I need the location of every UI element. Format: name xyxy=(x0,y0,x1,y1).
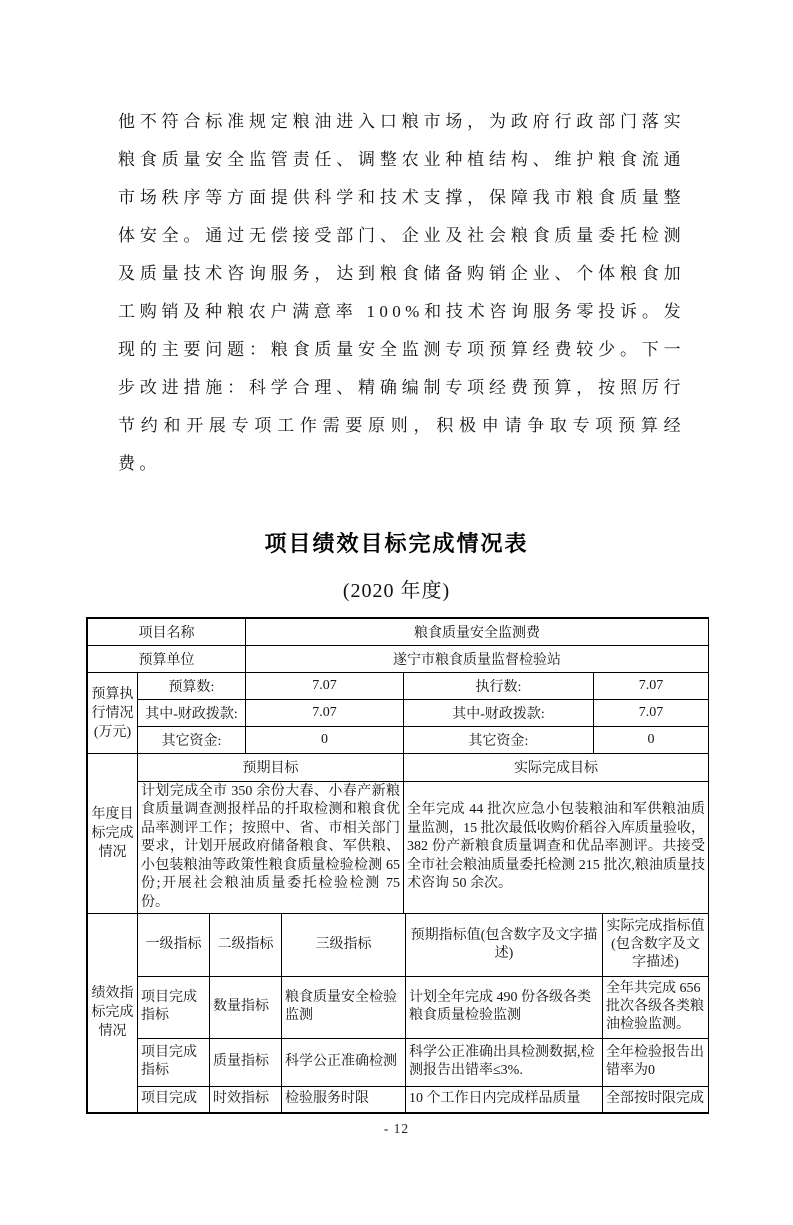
annual-target-table xyxy=(87,754,709,914)
fiscal-allocation-value: 7.07 xyxy=(246,700,404,727)
table-row xyxy=(88,1086,709,1112)
budget-amount-value: 7.07 xyxy=(246,673,404,700)
level2-indicator-header: 二级指标 xyxy=(210,914,282,976)
expected-target-text: 计划完成全市 350 余份大春、小春产新粮食质量调查测报样品的扦取检测和粮食优品率测评工作；按照中、省、市相关部门要求，计划开展政府储备粮食、军供粮、小包装粮油等政策性粮食质量检验检测 65 份;开展社会粮油质量委托检验检测 75 份。 xyxy=(138,781,404,914)
other-funds-value: 0 xyxy=(246,727,404,754)
executed-amount-value: 7.07 xyxy=(594,673,709,700)
budget-amount-label: 预算数: xyxy=(138,673,246,700)
fiscal-allocation-exec-label: 其中-财政拨款: xyxy=(404,700,594,727)
perf-cell-actual: 全部按时限完成 xyxy=(603,1086,709,1112)
perf-cell-level2: 数量指标 xyxy=(210,976,282,1038)
table-row xyxy=(88,976,709,1038)
body-paragraph: 他不符合标准规定粮油进入口粮市场，为政府行政部门落实粮食质量安全监管责任、调整农业种植结构、维护粮食流通市场秩序等方面提供科学和技术支撑，保障我市粮食质量整体安全。通过无偿接受部门、企业及社会粮食质量委托检测及质量技术咨询服务，达到粮食储备购销企业、个体粮食加工购销及种粮农户满意率 100%和技术咨询服务零投诉。发现的主要问题：粮食质量安全监测专项预算经费较少。下一步改进措施：科学合理、精确编制专项经费预算，按照厉行节约和开展专项工作需要原则，积极申请争取专项预算经费。 xyxy=(118,112,685,473)
perf-cell-level2: 质量指标 xyxy=(210,1038,282,1086)
performance-indicator-table xyxy=(87,914,709,1113)
level3-indicator-header: 三级指标 xyxy=(282,914,406,976)
performance-table xyxy=(86,617,709,1114)
project-name-value: 粮食质量安全监测费 xyxy=(246,619,709,646)
perf-cell-level1: 项目完成 xyxy=(138,1086,210,1112)
expected-indicator-value-header: 预期指标值(包含数字及文字描述) xyxy=(406,914,603,976)
perf-cell-level3: 粮食质量安全检验监测 xyxy=(282,976,406,1038)
perf-cell-expected: 10 个工作日内完成样品质量 xyxy=(406,1086,603,1112)
annual-section-label: 年度目标完成情况 xyxy=(88,754,138,914)
actual-indicator-value-header: 实际完成指标值(包含数字及文字描述) xyxy=(603,914,709,976)
fiscal-allocation-label: 其中-财政拨款: xyxy=(138,700,246,727)
project-name-label: 项目名称 xyxy=(88,619,246,646)
budget-unit-value: 遂宁市粮食质量监督检验站 xyxy=(246,646,709,673)
document-page xyxy=(0,103,793,1225)
perf-cell-level2: 时效指标 xyxy=(210,1086,282,1112)
other-funds-exec-value: 0 xyxy=(594,727,709,754)
perf-cell-actual: 全年检验报告出错率为0 xyxy=(603,1038,709,1086)
level1-indicator-header: 一级指标 xyxy=(138,914,210,976)
page-subtitle: (2020 年度) xyxy=(342,580,451,602)
fiscal-allocation-exec-value: 7.07 xyxy=(594,700,709,727)
table-row xyxy=(88,1038,709,1086)
perf-cell-expected: 计划全年完成 490 份各级各类粮食质量检验监测 xyxy=(406,976,603,1038)
perf-cell-actual: 全年共完成 656 批次各级各类粮油检验监测。 xyxy=(603,976,709,1038)
perf-cell-level3: 检验服务时限 xyxy=(282,1086,406,1112)
other-funds-label: 其它资金: xyxy=(138,727,246,754)
actual-target-text: 全年完成 44 批次应急小包装粮油和军供粮油质量监测，15 批次最低收购价稻谷入库质量验收，382 份产新粮食质量调查和优品率测评。共接受全市社会粮油质量委托检测 215 批次,粮油质量技术咨询 50 余次。 xyxy=(404,781,709,914)
page-number: - 12 xyxy=(383,1120,410,1136)
actual-target-header: 实际完成目标 xyxy=(404,754,709,781)
other-funds-exec-label: 其它资金: xyxy=(404,727,594,754)
budget-exec-section-label: 预算执行情况(万元) xyxy=(88,673,138,754)
perf-cell-level1: 项目完成指标 xyxy=(138,976,210,1038)
budget-section-table xyxy=(87,618,709,754)
perf-cell-level3: 科学公正准确检测 xyxy=(282,1038,406,1086)
perf-cell-level1: 项目完成指标 xyxy=(138,1038,210,1086)
executed-amount-label: 执行数: xyxy=(404,673,594,700)
expected-target-header: 预期目标 xyxy=(138,754,404,781)
page-title: 项目绩效目标完成情况表 xyxy=(264,531,529,556)
budget-unit-label: 预算单位 xyxy=(88,646,246,673)
perf-section-label: 绩效指标完成情况 xyxy=(88,914,138,1112)
perf-cell-expected: 科学公正准确出具检测数据,检测报告出错率≤3%. xyxy=(406,1038,603,1086)
